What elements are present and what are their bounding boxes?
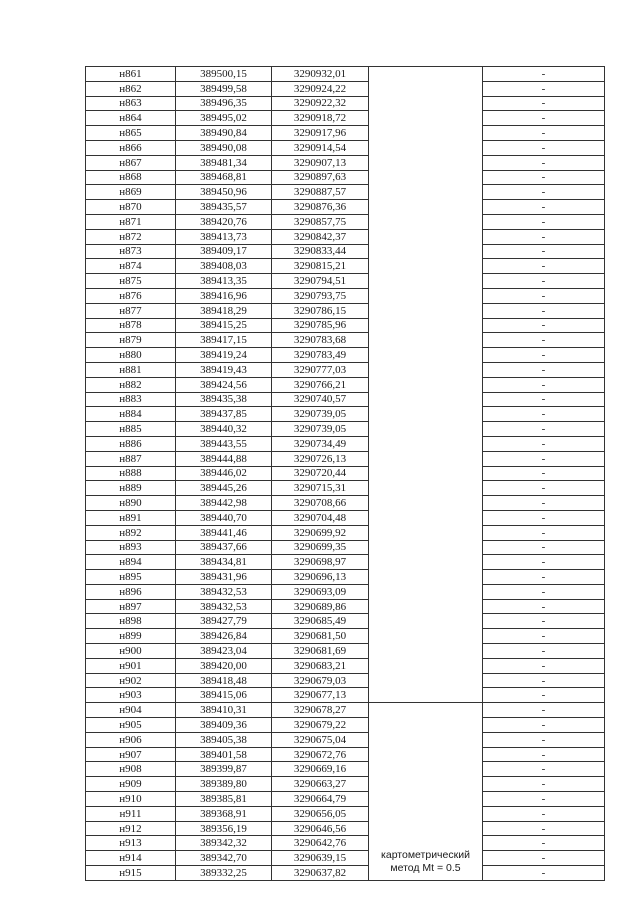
accuracy-cell: -	[483, 200, 605, 215]
table-row	[86, 718, 605, 733]
point-id-cell: н878	[86, 318, 176, 333]
table-row	[86, 185, 605, 200]
table-row	[86, 658, 605, 673]
accuracy-cell: -	[483, 584, 605, 599]
method-text-line1: картометрический	[381, 848, 470, 861]
x-coordinate-cell: 389419,24	[176, 348, 272, 363]
x-coordinate-cell: 389368,91	[176, 806, 272, 821]
accuracy-cell: -	[483, 747, 605, 762]
point-id-cell: н870	[86, 200, 176, 215]
x-coordinate-cell: 389399,87	[176, 762, 272, 777]
y-coordinate-cell: 3290842,37	[272, 229, 369, 244]
accuracy-cell: -	[483, 866, 605, 881]
x-coordinate-cell: 389415,06	[176, 688, 272, 703]
table-row	[86, 762, 605, 777]
point-id-cell: н873	[86, 244, 176, 259]
x-coordinate-cell: 389410,31	[176, 703, 272, 718]
x-coordinate-cell: 389441,46	[176, 525, 272, 540]
y-coordinate-cell: 3290932,01	[272, 67, 369, 82]
table-row	[86, 155, 605, 170]
table-row	[86, 348, 605, 363]
accuracy-cell: -	[483, 214, 605, 229]
accuracy-cell: -	[483, 422, 605, 437]
table-row	[86, 644, 605, 659]
table-row	[86, 673, 605, 688]
point-id-cell: н913	[86, 836, 176, 851]
x-coordinate-cell: 389409,36	[176, 718, 272, 733]
accuracy-cell: -	[483, 688, 605, 703]
point-id-cell: н865	[86, 126, 176, 141]
y-coordinate-cell: 3290720,44	[272, 466, 369, 481]
table-row	[86, 81, 605, 96]
y-coordinate-cell: 3290664,79	[272, 792, 369, 807]
accuracy-cell: -	[483, 821, 605, 836]
x-coordinate-cell: 389437,66	[176, 540, 272, 555]
point-id-cell: н901	[86, 658, 176, 673]
accuracy-cell: -	[483, 836, 605, 851]
point-id-cell: н861	[86, 67, 176, 82]
x-coordinate-cell: 389405,38	[176, 732, 272, 747]
x-coordinate-cell: 389432,53	[176, 584, 272, 599]
y-coordinate-cell: 3290857,75	[272, 214, 369, 229]
point-id-cell: н869	[86, 185, 176, 200]
x-coordinate-cell: 389444,88	[176, 451, 272, 466]
x-coordinate-cell: 389442,98	[176, 496, 272, 511]
y-coordinate-cell: 3290656,05	[272, 806, 369, 821]
table-row	[86, 229, 605, 244]
point-id-cell: н910	[86, 792, 176, 807]
point-id-cell: н911	[86, 806, 176, 821]
accuracy-cell: -	[483, 525, 605, 540]
table-row	[86, 422, 605, 437]
x-coordinate-cell: 389418,48	[176, 673, 272, 688]
method-text-line2: метод Mt = 0.5	[390, 861, 461, 874]
accuracy-cell: -	[483, 851, 605, 866]
accuracy-cell: -	[483, 126, 605, 141]
y-coordinate-cell: 3290637,82	[272, 866, 369, 881]
table-row	[86, 688, 605, 703]
y-coordinate-cell: 3290739,05	[272, 422, 369, 437]
accuracy-cell: -	[483, 481, 605, 496]
point-id-cell: н897	[86, 599, 176, 614]
x-coordinate-cell: 389420,76	[176, 214, 272, 229]
y-coordinate-cell: 3290715,31	[272, 481, 369, 496]
accuracy-cell: -	[483, 259, 605, 274]
table-row	[86, 303, 605, 318]
y-coordinate-cell: 3290677,13	[272, 688, 369, 703]
accuracy-cell: -	[483, 407, 605, 422]
table-row	[86, 821, 605, 836]
x-coordinate-cell: 389435,38	[176, 392, 272, 407]
table-row	[86, 481, 605, 496]
x-coordinate-cell: 389424,56	[176, 377, 272, 392]
x-coordinate-cell: 389356,19	[176, 821, 272, 836]
point-id-cell: н888	[86, 466, 176, 481]
y-coordinate-cell: 3290642,76	[272, 836, 369, 851]
table-row	[86, 333, 605, 348]
y-coordinate-cell: 3290924,22	[272, 81, 369, 96]
point-id-cell: н885	[86, 422, 176, 437]
accuracy-cell: -	[483, 185, 605, 200]
accuracy-cell: -	[483, 81, 605, 96]
point-id-cell: н908	[86, 762, 176, 777]
x-coordinate-cell: 389468,81	[176, 170, 272, 185]
accuracy-cell: -	[483, 436, 605, 451]
accuracy-cell: -	[483, 170, 605, 185]
accuracy-cell: -	[483, 732, 605, 747]
y-coordinate-cell: 3290777,03	[272, 362, 369, 377]
point-id-cell: н875	[86, 274, 176, 289]
accuracy-cell: -	[483, 229, 605, 244]
table-row	[86, 851, 605, 866]
method-cell	[369, 703, 483, 881]
y-coordinate-cell: 3290783,49	[272, 348, 369, 363]
y-coordinate-cell: 3290663,27	[272, 777, 369, 792]
table-row	[86, 244, 605, 259]
accuracy-cell: -	[483, 540, 605, 555]
y-coordinate-cell: 3290815,21	[272, 259, 369, 274]
point-id-cell: н889	[86, 481, 176, 496]
point-id-cell: н877	[86, 303, 176, 318]
y-coordinate-cell: 3290876,36	[272, 200, 369, 215]
y-coordinate-cell: 3290689,86	[272, 599, 369, 614]
point-id-cell: н866	[86, 140, 176, 155]
point-id-cell: н884	[86, 407, 176, 422]
table-row	[86, 318, 605, 333]
point-id-cell: н868	[86, 170, 176, 185]
point-id-cell: н915	[86, 866, 176, 881]
x-coordinate-cell: 389490,84	[176, 126, 272, 141]
coordinates-table	[85, 66, 605, 881]
accuracy-cell: -	[483, 570, 605, 585]
y-coordinate-cell: 3290678,27	[272, 703, 369, 718]
accuracy-cell: -	[483, 718, 605, 733]
accuracy-cell: -	[483, 362, 605, 377]
point-id-cell: н880	[86, 348, 176, 363]
table-row	[86, 214, 605, 229]
point-id-cell: н899	[86, 629, 176, 644]
x-coordinate-cell: 389499,58	[176, 81, 272, 96]
y-coordinate-cell: 3290681,69	[272, 644, 369, 659]
y-coordinate-cell: 3290679,03	[272, 673, 369, 688]
x-coordinate-cell: 389385,81	[176, 792, 272, 807]
x-coordinate-cell: 389445,26	[176, 481, 272, 496]
y-coordinate-cell: 3290704,48	[272, 510, 369, 525]
x-coordinate-cell: 389417,15	[176, 333, 272, 348]
y-coordinate-cell: 3290740,57	[272, 392, 369, 407]
point-id-cell: н906	[86, 732, 176, 747]
accuracy-cell: -	[483, 155, 605, 170]
point-id-cell: н864	[86, 111, 176, 126]
x-coordinate-cell: 389500,15	[176, 67, 272, 82]
table-row	[86, 67, 605, 82]
accuracy-cell: -	[483, 614, 605, 629]
table-row	[86, 555, 605, 570]
point-id-cell: н886	[86, 436, 176, 451]
table-row	[86, 362, 605, 377]
point-id-cell: н902	[86, 673, 176, 688]
x-coordinate-cell: 389437,85	[176, 407, 272, 422]
accuracy-cell: -	[483, 673, 605, 688]
accuracy-cell: -	[483, 288, 605, 303]
point-id-cell: н887	[86, 451, 176, 466]
point-id-cell: н882	[86, 377, 176, 392]
x-coordinate-cell: 389496,35	[176, 96, 272, 111]
table-row	[86, 836, 605, 851]
accuracy-cell: -	[483, 333, 605, 348]
table-row	[86, 200, 605, 215]
point-id-cell: н912	[86, 821, 176, 836]
table-row	[86, 570, 605, 585]
table-row	[86, 274, 605, 289]
x-coordinate-cell: 389416,96	[176, 288, 272, 303]
accuracy-cell: -	[483, 318, 605, 333]
y-coordinate-cell: 3290922,32	[272, 96, 369, 111]
table-row	[86, 126, 605, 141]
x-coordinate-cell: 389450,96	[176, 185, 272, 200]
y-coordinate-cell: 3290675,04	[272, 732, 369, 747]
x-coordinate-cell: 389401,58	[176, 747, 272, 762]
point-id-cell: н903	[86, 688, 176, 703]
point-id-cell: н893	[86, 540, 176, 555]
x-coordinate-cell: 389423,04	[176, 644, 272, 659]
x-coordinate-cell: 389481,34	[176, 155, 272, 170]
x-coordinate-cell: 389443,55	[176, 436, 272, 451]
y-coordinate-cell: 3290639,15	[272, 851, 369, 866]
point-id-cell: н862	[86, 81, 176, 96]
table-row	[86, 392, 605, 407]
y-coordinate-cell: 3290681,50	[272, 629, 369, 644]
coordinates-table-body	[86, 67, 605, 881]
accuracy-cell: -	[483, 629, 605, 644]
accuracy-cell: -	[483, 703, 605, 718]
table-row	[86, 170, 605, 185]
x-coordinate-cell: 389420,00	[176, 658, 272, 673]
point-id-cell: н905	[86, 718, 176, 733]
x-coordinate-cell: 389332,25	[176, 866, 272, 881]
accuracy-cell: -	[483, 466, 605, 481]
table-row	[86, 377, 605, 392]
point-id-cell: н872	[86, 229, 176, 244]
x-coordinate-cell: 389409,17	[176, 244, 272, 259]
accuracy-cell: -	[483, 348, 605, 363]
x-coordinate-cell: 389434,81	[176, 555, 272, 570]
x-coordinate-cell: 389413,73	[176, 229, 272, 244]
point-id-cell: н891	[86, 510, 176, 525]
y-coordinate-cell: 3290897,63	[272, 170, 369, 185]
x-coordinate-cell: 389440,70	[176, 510, 272, 525]
x-coordinate-cell: 389418,29	[176, 303, 272, 318]
y-coordinate-cell: 3290679,22	[272, 718, 369, 733]
y-coordinate-cell: 3290739,05	[272, 407, 369, 422]
accuracy-cell: -	[483, 303, 605, 318]
x-coordinate-cell: 389389,80	[176, 777, 272, 792]
point-id-cell: н914	[86, 851, 176, 866]
point-id-cell: н883	[86, 392, 176, 407]
x-coordinate-cell: 389446,02	[176, 466, 272, 481]
accuracy-cell: -	[483, 67, 605, 82]
x-coordinate-cell: 389426,84	[176, 629, 272, 644]
y-coordinate-cell: 3290698,97	[272, 555, 369, 570]
accuracy-cell: -	[483, 96, 605, 111]
point-id-cell: н894	[86, 555, 176, 570]
y-coordinate-cell: 3290907,13	[272, 155, 369, 170]
x-coordinate-cell: 389408,03	[176, 259, 272, 274]
point-id-cell: н863	[86, 96, 176, 111]
method-cell-empty	[369, 67, 483, 703]
x-coordinate-cell: 389495,02	[176, 111, 272, 126]
table-row	[86, 777, 605, 792]
table-row	[86, 792, 605, 807]
table-row	[86, 584, 605, 599]
point-id-cell: н904	[86, 703, 176, 718]
y-coordinate-cell: 3290917,96	[272, 126, 369, 141]
y-coordinate-cell: 3290672,76	[272, 747, 369, 762]
x-coordinate-cell: 389419,43	[176, 362, 272, 377]
table-row	[86, 732, 605, 747]
y-coordinate-cell: 3290726,13	[272, 451, 369, 466]
accuracy-cell: -	[483, 496, 605, 511]
table-row	[86, 496, 605, 511]
point-id-cell: н898	[86, 614, 176, 629]
point-id-cell: н879	[86, 333, 176, 348]
y-coordinate-cell: 3290699,35	[272, 540, 369, 555]
x-coordinate-cell: 389342,32	[176, 836, 272, 851]
x-coordinate-cell: 389427,79	[176, 614, 272, 629]
y-coordinate-cell: 3290918,72	[272, 111, 369, 126]
point-id-cell: н867	[86, 155, 176, 170]
table-row	[86, 806, 605, 821]
table-row	[86, 466, 605, 481]
point-id-cell: н890	[86, 496, 176, 511]
table-row	[86, 111, 605, 126]
accuracy-cell: -	[483, 377, 605, 392]
x-coordinate-cell: 389432,53	[176, 599, 272, 614]
accuracy-cell: -	[483, 792, 605, 807]
point-id-cell: н896	[86, 584, 176, 599]
accuracy-cell: -	[483, 392, 605, 407]
y-coordinate-cell: 3290794,51	[272, 274, 369, 289]
y-coordinate-cell: 3290699,92	[272, 525, 369, 540]
table-row	[86, 451, 605, 466]
point-id-cell: н895	[86, 570, 176, 585]
y-coordinate-cell: 3290708,66	[272, 496, 369, 511]
point-id-cell: н900	[86, 644, 176, 659]
table-row	[86, 407, 605, 422]
y-coordinate-cell: 3290646,56	[272, 821, 369, 836]
table-row	[86, 525, 605, 540]
x-coordinate-cell: 389440,32	[176, 422, 272, 437]
accuracy-cell: -	[483, 658, 605, 673]
accuracy-cell: -	[483, 274, 605, 289]
x-coordinate-cell: 389413,35	[176, 274, 272, 289]
accuracy-cell: -	[483, 140, 605, 155]
x-coordinate-cell: 389490,08	[176, 140, 272, 155]
point-id-cell: н892	[86, 525, 176, 540]
coordinates-table-container	[85, 66, 604, 881]
point-id-cell: н909	[86, 777, 176, 792]
point-id-cell: н874	[86, 259, 176, 274]
y-coordinate-cell: 3290887,57	[272, 185, 369, 200]
table-row	[86, 629, 605, 644]
y-coordinate-cell: 3290696,13	[272, 570, 369, 585]
table-row	[86, 436, 605, 451]
table-row	[86, 288, 605, 303]
x-coordinate-cell: 389435,57	[176, 200, 272, 215]
x-coordinate-cell: 389415,25	[176, 318, 272, 333]
y-coordinate-cell: 3290785,96	[272, 318, 369, 333]
y-coordinate-cell: 3290783,68	[272, 333, 369, 348]
table-row	[86, 510, 605, 525]
point-id-cell: н881	[86, 362, 176, 377]
table-row	[86, 614, 605, 629]
y-coordinate-cell: 3290669,16	[272, 762, 369, 777]
table-row	[86, 540, 605, 555]
accuracy-cell: -	[483, 806, 605, 821]
point-id-cell: н871	[86, 214, 176, 229]
accuracy-cell: -	[483, 555, 605, 570]
y-coordinate-cell: 3290685,49	[272, 614, 369, 629]
y-coordinate-cell: 3290693,09	[272, 584, 369, 599]
table-row	[86, 747, 605, 762]
point-id-cell: н876	[86, 288, 176, 303]
table-row	[86, 259, 605, 274]
accuracy-cell: -	[483, 451, 605, 466]
accuracy-cell: -	[483, 244, 605, 259]
x-coordinate-cell: 389431,96	[176, 570, 272, 585]
point-id-cell: н907	[86, 747, 176, 762]
accuracy-cell: -	[483, 644, 605, 659]
y-coordinate-cell: 3290914,54	[272, 140, 369, 155]
x-coordinate-cell: 389342,70	[176, 851, 272, 866]
accuracy-cell: -	[483, 510, 605, 525]
table-row	[86, 599, 605, 614]
y-coordinate-cell: 3290734,49	[272, 436, 369, 451]
table-row	[86, 140, 605, 155]
accuracy-cell: -	[483, 111, 605, 126]
accuracy-cell: -	[483, 762, 605, 777]
y-coordinate-cell: 3290833,44	[272, 244, 369, 259]
y-coordinate-cell: 3290683,21	[272, 658, 369, 673]
y-coordinate-cell: 3290793,75	[272, 288, 369, 303]
accuracy-cell: -	[483, 599, 605, 614]
y-coordinate-cell: 3290786,15	[272, 303, 369, 318]
y-coordinate-cell: 3290766,21	[272, 377, 369, 392]
table-row	[86, 96, 605, 111]
accuracy-cell: -	[483, 777, 605, 792]
table-row	[86, 703, 605, 718]
table-row	[86, 866, 605, 881]
